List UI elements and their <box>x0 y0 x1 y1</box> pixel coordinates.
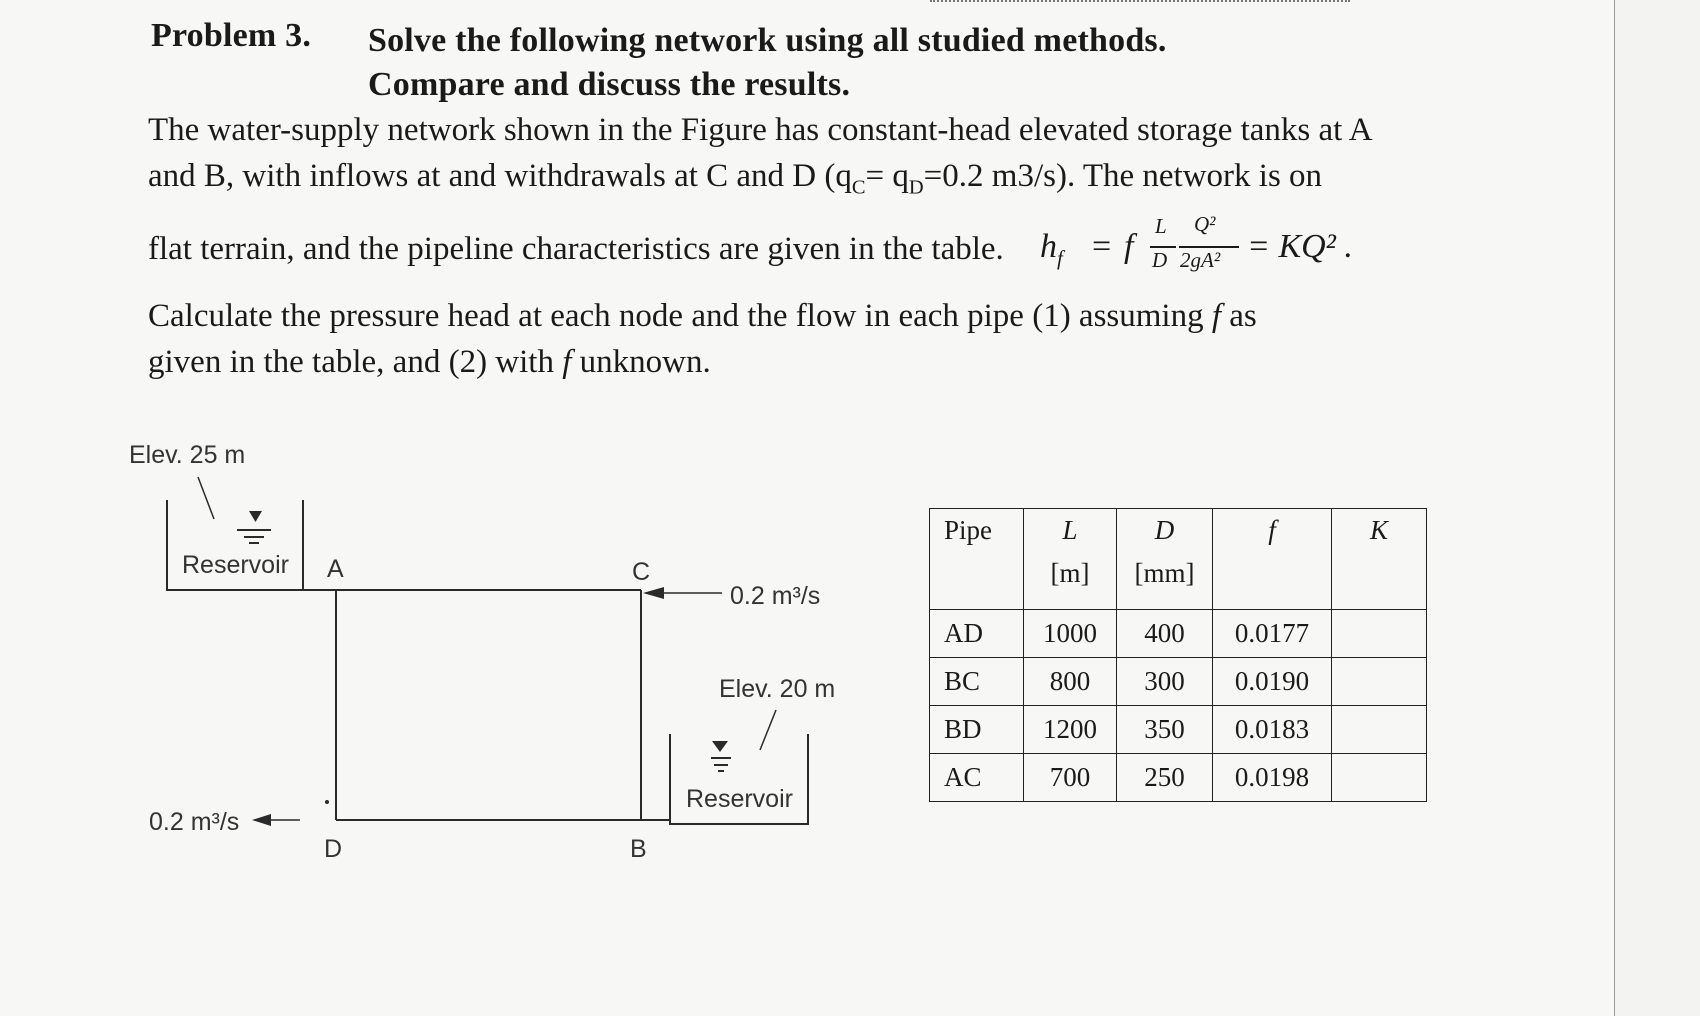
pipe-table <box>929 508 1427 802</box>
row-k <box>1332 610 1427 658</box>
problem-title-line2: Compare and discuss the results. <box>368 66 851 103</box>
row-friction: 0.0198 <box>1213 754 1332 802</box>
node-d-label: D <box>324 835 343 863</box>
header-pipe: Pipe <box>930 509 1024 610</box>
elev-b-label: Elev. 20 m <box>719 675 836 703</box>
water-level-triangle-a <box>249 511 262 522</box>
row-length: 1200 <box>1024 706 1117 754</box>
paragraph-line2: and B, with inflows at and withdrawals at C and D ($q_C= q_D=0.2$ m3/s). The network is on <box>148 158 1323 199</box>
row-diameter: 350 <box>1117 706 1213 754</box>
table-header-row <box>930 509 1427 610</box>
row-friction: 0.0190 <box>1213 658 1332 706</box>
paragraph-line1: The water-supply network shown in the Figure has constant-head elevated storage tanks at A <box>148 112 1373 148</box>
reservoir-a-label: Reservoir <box>182 551 289 579</box>
header-k: K <box>1332 509 1427 610</box>
header-l: L [m] <box>1024 509 1117 610</box>
arrowhead-c <box>643 587 664 599</box>
elev-a-label: Elev. 25 m <box>129 441 246 469</box>
row-length: 700 <box>1024 754 1117 802</box>
row-pipe: BD <box>930 706 1024 754</box>
row-pipe: AD <box>930 610 1024 658</box>
row-length: 1000 <box>1024 610 1117 658</box>
row-diameter: 400 <box>1117 610 1213 658</box>
table-row <box>930 754 1427 802</box>
node-d-dot <box>325 800 329 804</box>
flow-c-label: 0.2 m³/s <box>730 582 821 610</box>
row-diameter: 250 <box>1117 754 1213 802</box>
node-a-label: A <box>327 555 344 583</box>
node-c-label: C <box>632 558 651 586</box>
table-row <box>930 658 1427 706</box>
document-page: Problem 3. Solve the following network using all studied methods. Compare and discuss the results. The water-supply network shown in the Figure has constant-head elevated storage tanks at A and B, with inflows at and withdrawals at C and D ($q_C= q_D=0.2$ m3/s). The network is on flat terrain, and the pipeline characteristics are given in the table. $h_f$ = f L D Q² 2gA² = KQ² . Calculate the pressure head at each node and the flow in each pipe (1) assuming f as given in the table, and (2) with f unknown. Elev. 25 m Reservoir A C 0.2 m³/s Elev. 20 m Reservoir 0.2 m³/s D B Pipe L [m] D [mm] f K AD 1000 400 0.0177 BC 800 300 0.0190 BD 1200 350 0.0183 AC 700 250 0.0198 <box>0 0 1615 1016</box>
problem-label: Problem 3. <box>151 17 312 54</box>
row-k <box>1332 754 1427 802</box>
arrowhead-d <box>252 814 271 826</box>
row-diameter: 300 <box>1117 658 1213 706</box>
header-f: f <box>1213 509 1332 610</box>
row-length: 800 <box>1024 658 1117 706</box>
paragraph-line5: given in the table, and (2) with f unknown. <box>148 344 711 380</box>
paragraph-line4: Calculate the pressure head at each node and the flow in each pipe (1) assuming f as <box>148 298 1257 334</box>
row-friction: 0.0183 <box>1213 706 1332 754</box>
water-level-triangle-b <box>712 741 728 752</box>
table-row <box>930 610 1427 658</box>
flow-d-label: 0.2 m³/s <box>149 808 240 836</box>
row-friction: 0.0177 <box>1213 610 1332 658</box>
table-row <box>930 706 1427 754</box>
elev-b-leader <box>760 710 776 750</box>
problem-title-line1: Solve the following network using all studied methods. <box>368 22 1167 59</box>
top-edge-dots <box>930 0 1350 5</box>
reservoir-b-label: Reservoir <box>686 785 793 813</box>
row-k <box>1332 706 1427 754</box>
header-d: D [mm] <box>1117 509 1213 610</box>
row-pipe: BC <box>930 658 1024 706</box>
row-pipe: AC <box>930 754 1024 802</box>
elev-a-leader <box>198 477 214 519</box>
row-k <box>1332 658 1427 706</box>
paragraph-line3: flat terrain, and the pipeline characteristics are given in the table. <box>148 231 1004 267</box>
node-b-label: B <box>630 835 647 863</box>
